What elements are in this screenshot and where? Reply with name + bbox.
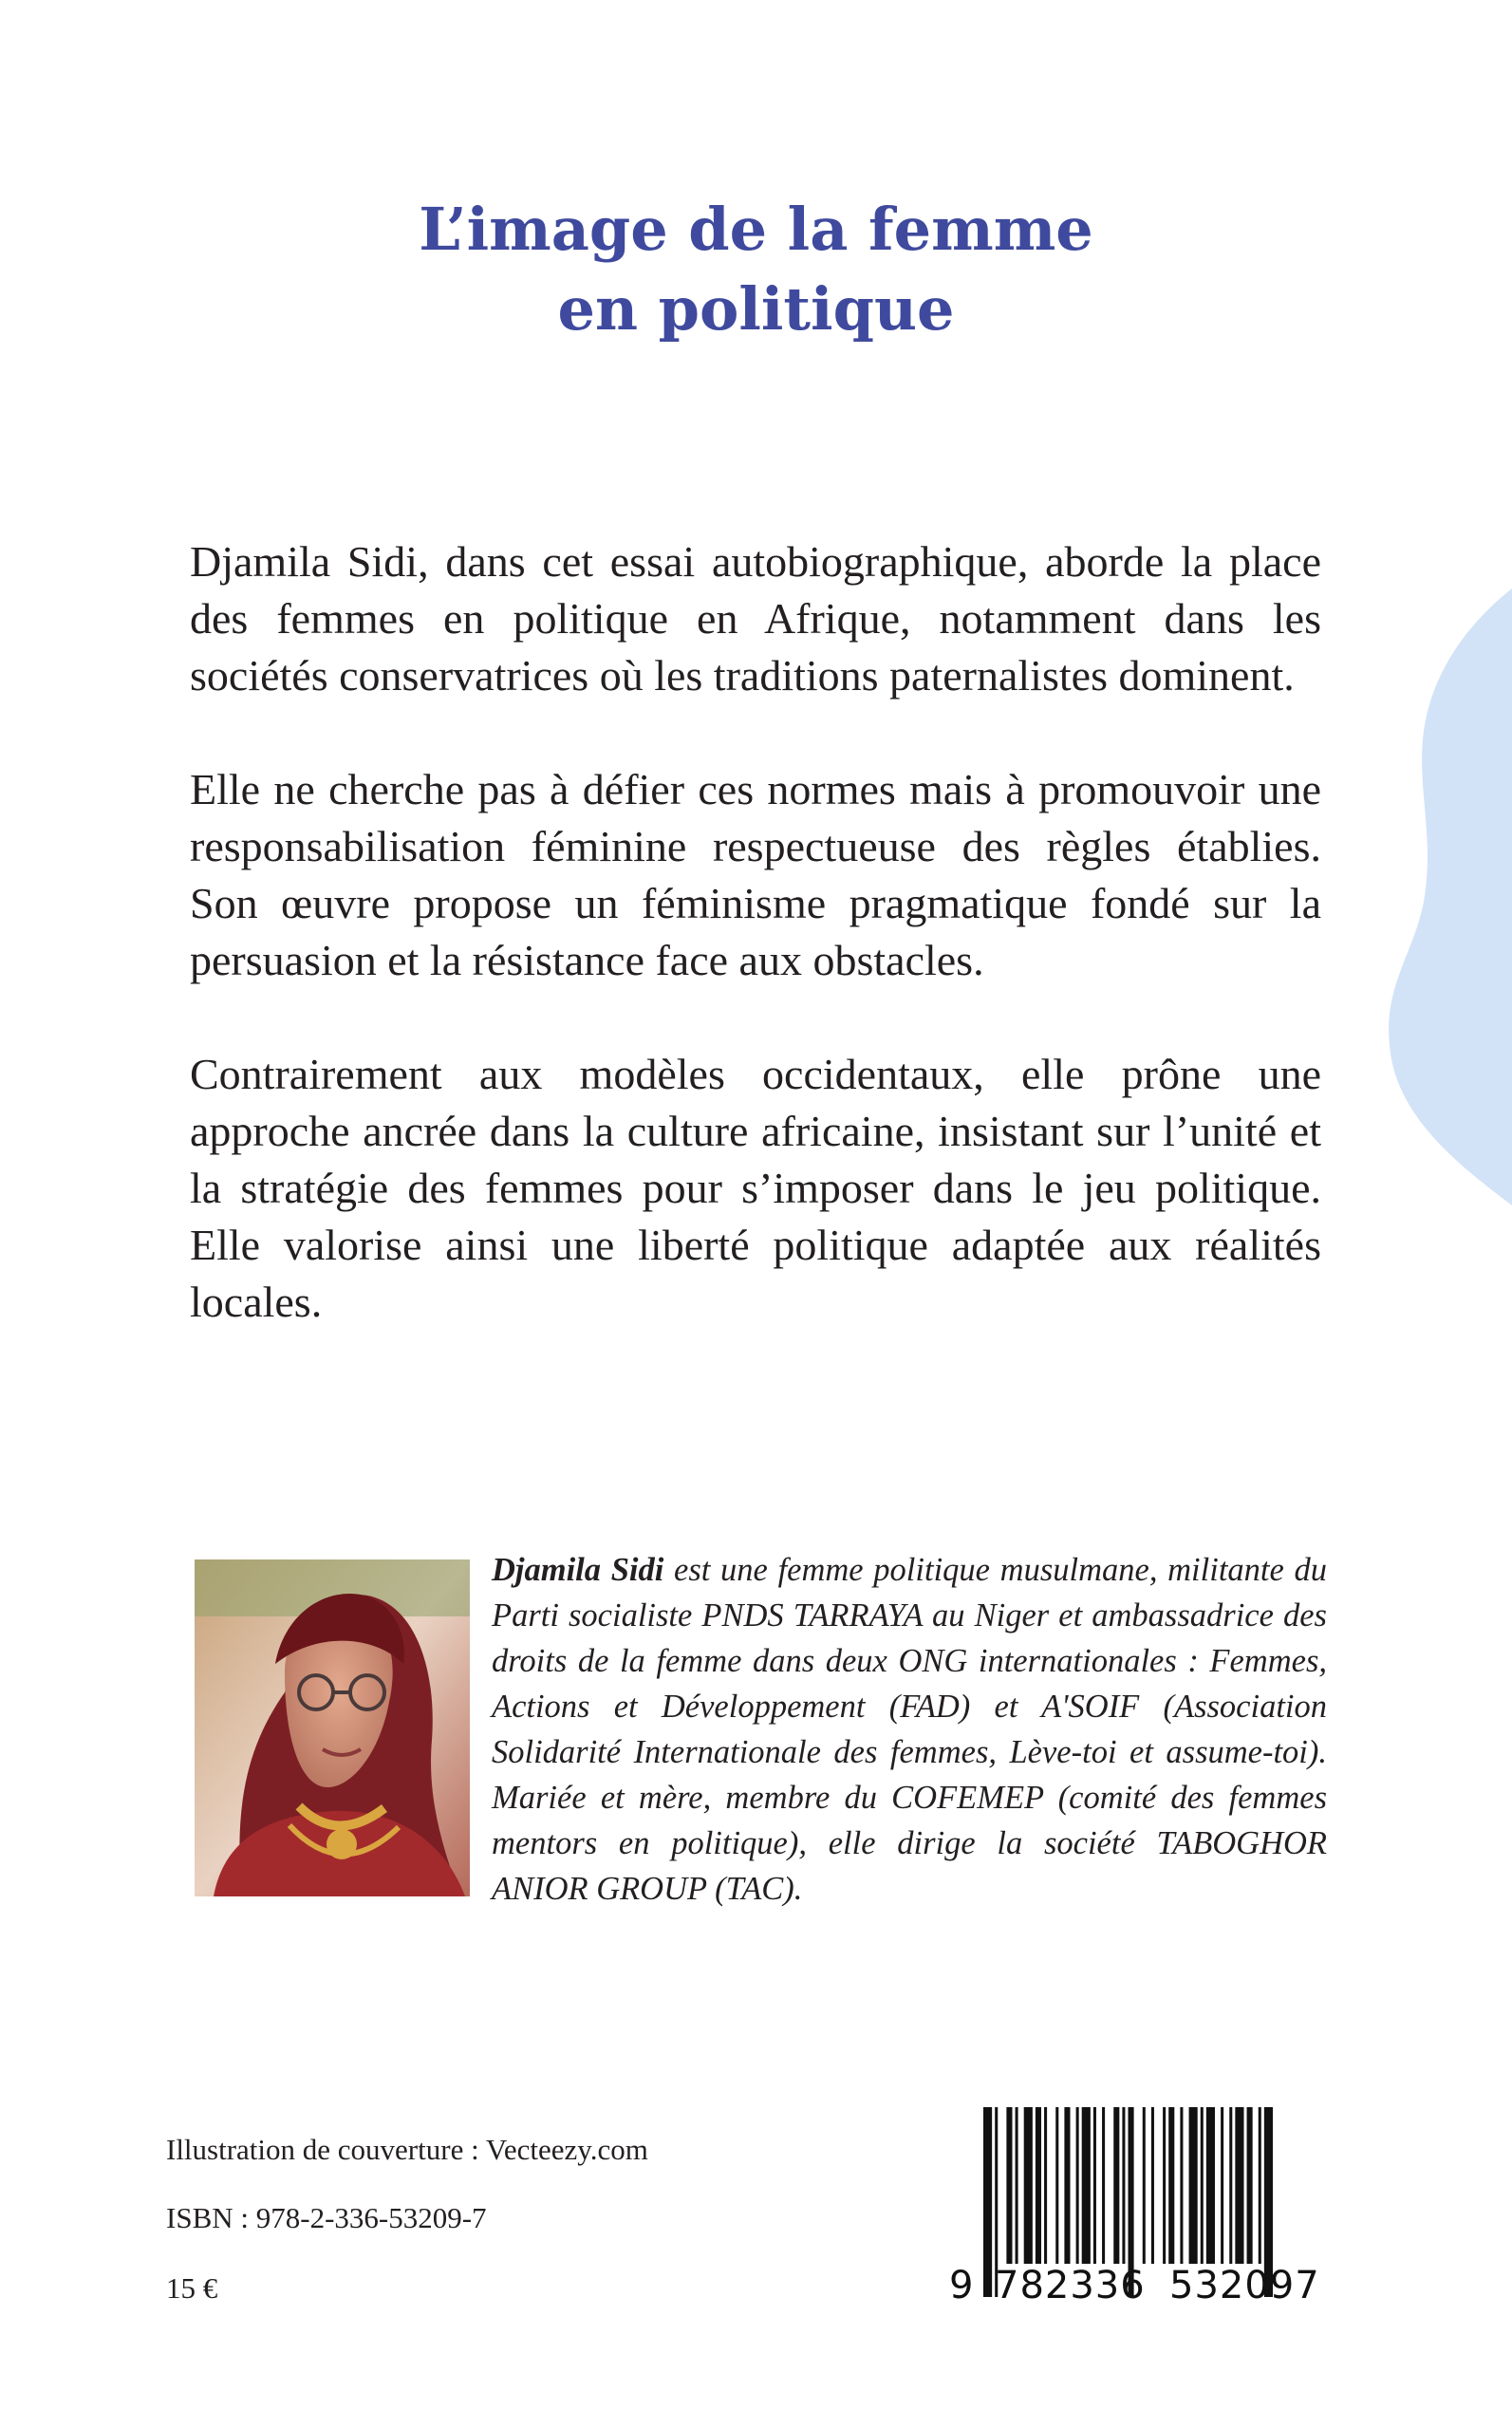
book-title [0, 190, 1512, 349]
barcode-bar [1093, 2107, 1096, 2264]
barcode-bar [1044, 2107, 1047, 2264]
barcode-bar [1180, 2107, 1183, 2264]
barcode-bar [1163, 2107, 1166, 2264]
barcode-first-digit: 9 [949, 2264, 975, 2307]
isbn: ISBN : 978-2-336-53209-7 [166, 2201, 487, 2234]
barcode-bar [1024, 2107, 1033, 2264]
barcode-bar [1143, 2107, 1146, 2264]
barcode-bar [1221, 2107, 1223, 2264]
barcode-bar [1229, 2107, 1232, 2264]
barcode-bar [1016, 2107, 1018, 2264]
barcode-bar [1235, 2107, 1243, 2264]
summary-paragraph-2: Elle ne cherche pas à défier ces normes mais à promouvoir une responsabilisation féminine respectueuse des règles établies. Son œuvre propose un féminisme pragmatique fondé sur la persuasion et la résistance face aux obstacles. [190, 765, 1321, 984]
barcode-bar [1206, 2107, 1215, 2264]
barcode-bar [1201, 2107, 1204, 2264]
barcode-bar [1151, 2107, 1154, 2264]
barcode-bar [1122, 2107, 1125, 2264]
barcode-bar [1036, 2107, 1041, 2264]
price: 15 € [166, 2271, 218, 2305]
barcode-bar [1055, 2107, 1058, 2264]
decorative-blue-shape [1386, 588, 1512, 1205]
barcode-digit-group-2: 532097 [1169, 2264, 1320, 2307]
barcode-bar [1064, 2107, 1070, 2264]
author-bio [492, 1547, 1327, 1912]
author-name: Djamila Sidi [492, 1552, 664, 1588]
illustration-credit: Illustration de couverture : Vecteezy.com [166, 2133, 648, 2166]
barcode-bar [1247, 2107, 1253, 2264]
barcode-bar [1102, 2107, 1105, 2264]
book-title-line-1: L’image de la femme [419, 195, 1093, 264]
author-photo [195, 1559, 470, 1896]
barcode-bar [1006, 2107, 1012, 2264]
barcode-digit-group-1: 782336 [995, 2264, 1146, 2307]
barcode-bar [1082, 2107, 1091, 2264]
barcode-bar [1168, 2107, 1174, 2264]
barcode-bar [1259, 2107, 1261, 2264]
author-bio-text: est une femme politique musulmane, militante du Parti socialiste PNDS TARRAYA au Niger et ambassadrice des droits de la femme dans deux ONG internationales : Femmes, Actions et Développement (FAD) et A'SOIF (Association Solidarité Internationale des femmes, Lève-toi et assume-toi). Mariée et mère, membre du COFEMEP (comité des femmes mentors en politique), elle dirige la société TABOGHOR ANIOR GROUP (TAC). [492, 1552, 1327, 1907]
barcode-bar [983, 2107, 992, 2297]
barcode-bar [1189, 2107, 1198, 2264]
summary-paragraph-1: Djamila Sidi, dans cet essai autobiographique, aborde la place des femmes en politique en Afrique, notamment dans les sociétés conservatrices où les traditions paternalistes dominent. [190, 537, 1321, 700]
barcode-bar [1113, 2107, 1119, 2264]
book-title-line-2: en politique [557, 274, 955, 344]
barcode-bar [1076, 2107, 1079, 2264]
summary-paragraph-3: Contrairement aux modèles occidentaux, elle prône une approche ancrée dans la culture africaine, insistant sur l’unité et la stratégie des femmes pour s’imposer dans le jeu politique. Elle valorise ainsi une liberté politique adaptée aux réalités locales. [190, 1050, 1321, 1326]
book-summary [190, 533, 1321, 1388]
